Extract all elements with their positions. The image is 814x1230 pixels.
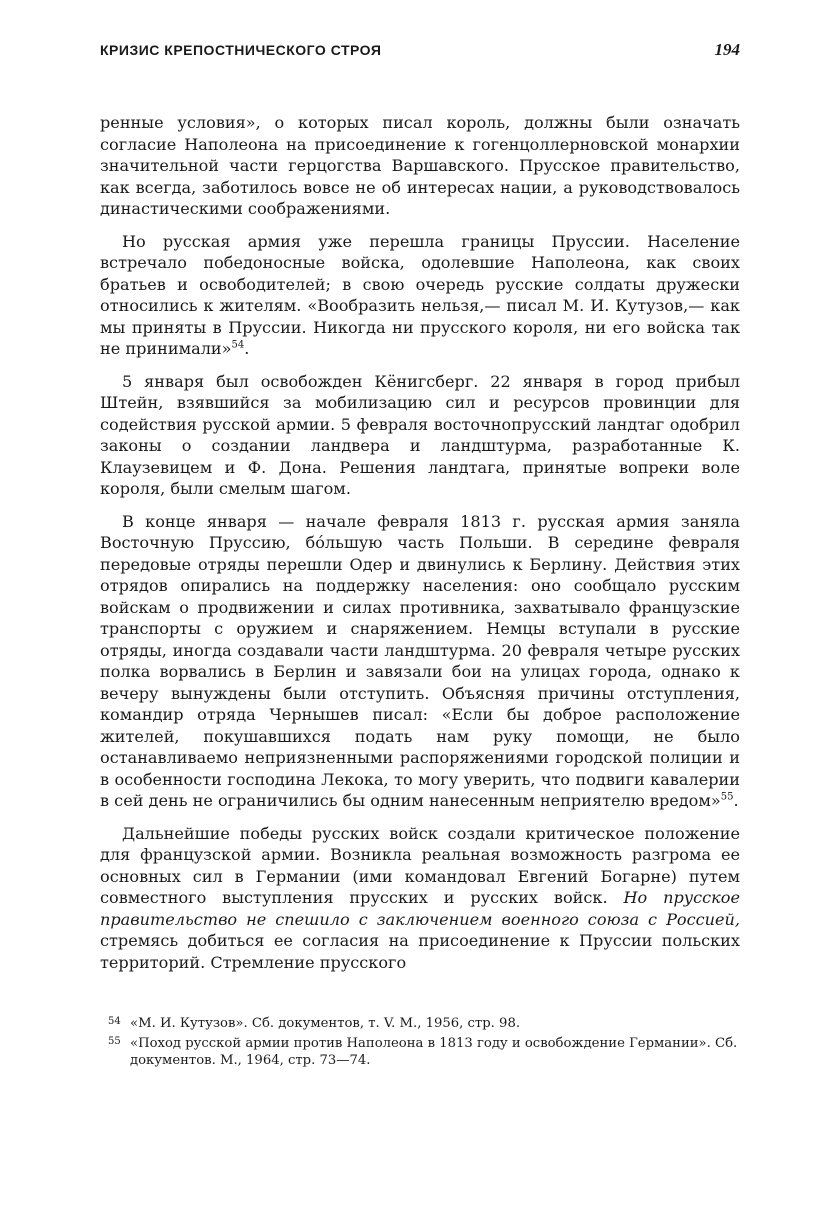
italic-emphasis: Но прусское правительство не спешило с заключением военного союза с Россией, xyxy=(100,888,740,929)
footnote-54: 54 «М. И. Кутузов». Сб. документов, т. V. М., 1956, стр. 98. xyxy=(100,1015,740,1033)
body-text xyxy=(100,112,740,973)
footnote-55: 55 «Поход русской армии против Наполеона в 1813 году и освобождение Германии». Сб. документов. М., 1964, стр. 73—74. xyxy=(100,1035,740,1070)
page-header xyxy=(100,40,740,70)
paragraph-3: 5 января был освобожден Кёнигсберг. 22 января в город прибыл Штейн, взявшийся за мобилизацию сил и ресурсов провинции для содействия русской армии. 5 февраля восточнопрусский ландтаг одобрил законы о создании ландвера и ландштурма, разработанные К. Клаузевицем и Ф. Дона. Решения ландтага, принятые вопреки воле короля, были смелым шагом. xyxy=(100,371,740,498)
footnote-mark: 54 xyxy=(108,1016,121,1027)
footnote-mark: 55 xyxy=(108,1035,121,1047)
book-page xyxy=(100,40,740,1072)
footnote-ref-55: 55 xyxy=(720,791,734,803)
running-title: КРИЗИС КРЕПОСТНИЧЕСКОГО СТРОЯ xyxy=(100,42,382,58)
paragraph-4: В конце января — начале февраля 1813 г. русская армия заняла Восточную Пруссию, бо́льшую часть Польши. В середине февраля передовые отряды перешли Одер и двинулись к Берлину. Действия этих отрядов опирались на поддержку населения: оно сообщало русским войскам о продвижении и силах противника, захватывало французские транспорты с оружием и снаряжением. Немцы вступали в русские отряды, иногда создавали части ландштурма. 20 февраля четыре русских полка ворвались в Берлин и завязали бои на улицах города, однако к вечеру вынуждены были отступить. Объясняя причины отступления, командир отряда Чернышев писал: «Если бы доброе расположение жителей, покушавшихся подать нам руку помощи, не было останавливаемо неприязненными распоряжениями городской полиции и в особенности господина Лекока, то могу уверить, что подвиги кавалерии в сей день не ограничились бы одним нанесенным неприятелю вредом»$^{55}$. xyxy=(100,511,740,810)
paragraph-5: Дальнейшие победы русских войск создали критическое положение для французской армии. Возникла реальная возможность разгрома ее основных сил в Германии (ими командовал Евгений Богарне) путем совместного выступления прусских и русских войск. Но прусское правительство не спешило с заключением военного союза с Россией, стремясь добиться ее согласия на присоединение к Пруссии польских территорий. Стремление прусского xyxy=(100,823,740,972)
footnote-ref-54: 54 xyxy=(231,339,245,351)
footnotes xyxy=(100,1015,740,1070)
paragraph-2: Но русская армия уже перешла границы Пруссии. Население встречало победоносные войска, одолевшие Наполеона, как своих братьев и освободителей; в свою очередь русские солдаты дружески относились к жителям. «Вообразить нельзя,— писал М. И. Кутузов,— как мы приняты в Пруссии. Никогда ни прусского короля, ни его войска так не принимали»$^{54}$. xyxy=(100,231,740,358)
page-number: 194 xyxy=(714,40,740,59)
paragraph-1: ренные условия», о которых писал король, должны были означать согласие Наполеона на присоединение к гогенцоллерновской монархии значительной части герцогства Варшавского. Прусское правительство, как всегда, заботилось вовсе не об интересах нации, а руководствовалось династическими соображениями. xyxy=(100,113,740,218)
